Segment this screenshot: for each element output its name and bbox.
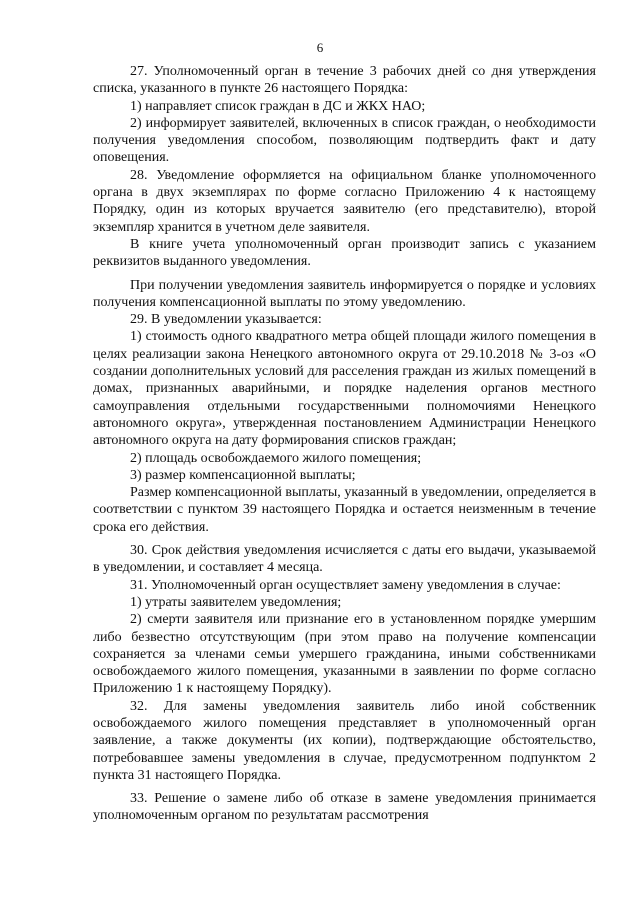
paragraph: 1) направляет список граждан в ДС и ЖКХ НАО; [130, 98, 426, 114]
document-body [93, 63, 596, 825]
paragraph: 28. Уведомление оформляется на официальном бланке уполномоченного органа в двух экземплярах по форме согласно Приложению 4 к настоящему Порядку, один из которых вручается заявителю (его представителю), второй экземпляр хранится в учетном деле заявителя. [93, 167, 596, 235]
paragraph: При получении уведомления заявитель информируется о порядке и условиях получения компенсационной выплаты по этому уведомлению. [93, 277, 596, 310]
paragraph: 30. Срок действия уведомления исчисляется с даты его выдачи, указываемой в уведомлении, и составляет 4 месяца. [93, 543, 596, 576]
paragraph: 2) площадь освобождаемого жилого помещения; [130, 450, 422, 466]
paragraph: 31. Уполномоченный орган осуществляет замену уведомления в случае: [130, 577, 561, 593]
paragraph: Размер компенсационной выплаты, указанный в уведомлении, определяется в соответствии с пунктом 39 настоящего Порядка и остается неизменным в течение срока его действия. [93, 485, 596, 535]
page-number: 6 [316, 40, 324, 55]
paragraph: 2) смерти заявителя или признание его в установленном порядке умершим либо безвестно отсутствующим (при этом право на получение компенсации сохраняется за членами семьи умершего гражданина, иными собственниками освобождаемого жилого помещения, указанными в заявлении по форме согласно Приложению 1 к настоящему Порядку). [93, 612, 596, 697]
paragraph: 33. Решение о замене либо об отказе в замене уведомления принимается уполномоченным органом по результатам рассмотрения [93, 791, 596, 824]
paragraph: 1) утраты заявителем уведомления; [130, 594, 342, 610]
paragraph: 3) размер компенсационной выплаты; [130, 467, 356, 483]
paragraph: В книге учета уполномоченный орган производит запись с указанием реквизитов выданного уведомления. [93, 236, 596, 270]
paragraph: 29. В уведомлении указывается: [130, 312, 322, 328]
paragraph: 2) информирует заявителей, включенных в список граждан, о необходимости получения уведомления способом, позволяющим подтвердить факт и дату оповещения. [93, 115, 596, 166]
paragraph: 1) стоимость одного квадратного метра общей площади жилого помещения в целях реализации закона Ненецкого автономного округа от 29.10.2018 № 3-оз «О создании дополнительных условий для расселения граждан из жилых помещений в домах, признанных аварийными, и порядке наделения органов местного самоуправления отдельными государственными полномочиями Ненецкого автономного округа», утвержденная постановлением Администрации Ненецкого автономного округа на дату формирования списков граждан; [93, 329, 596, 449]
paragraph: 27. Уполномоченный орган в течение 3 рабочих дней со дня утверждения списка, указанного в пункте 26 настоящего Порядка: [93, 64, 596, 97]
paragraph: 32. Для замены уведомления заявитель либо иной собственник освобождаемого жилого помещения представляет в уполномоченный орган заявление, а также документы (их копии), подтверждающие обстоятельство, потребовавшее замены уведомления в случае, предусмотренном подпунктом 2 пункта 31 настоящего Порядка. [93, 698, 596, 783]
